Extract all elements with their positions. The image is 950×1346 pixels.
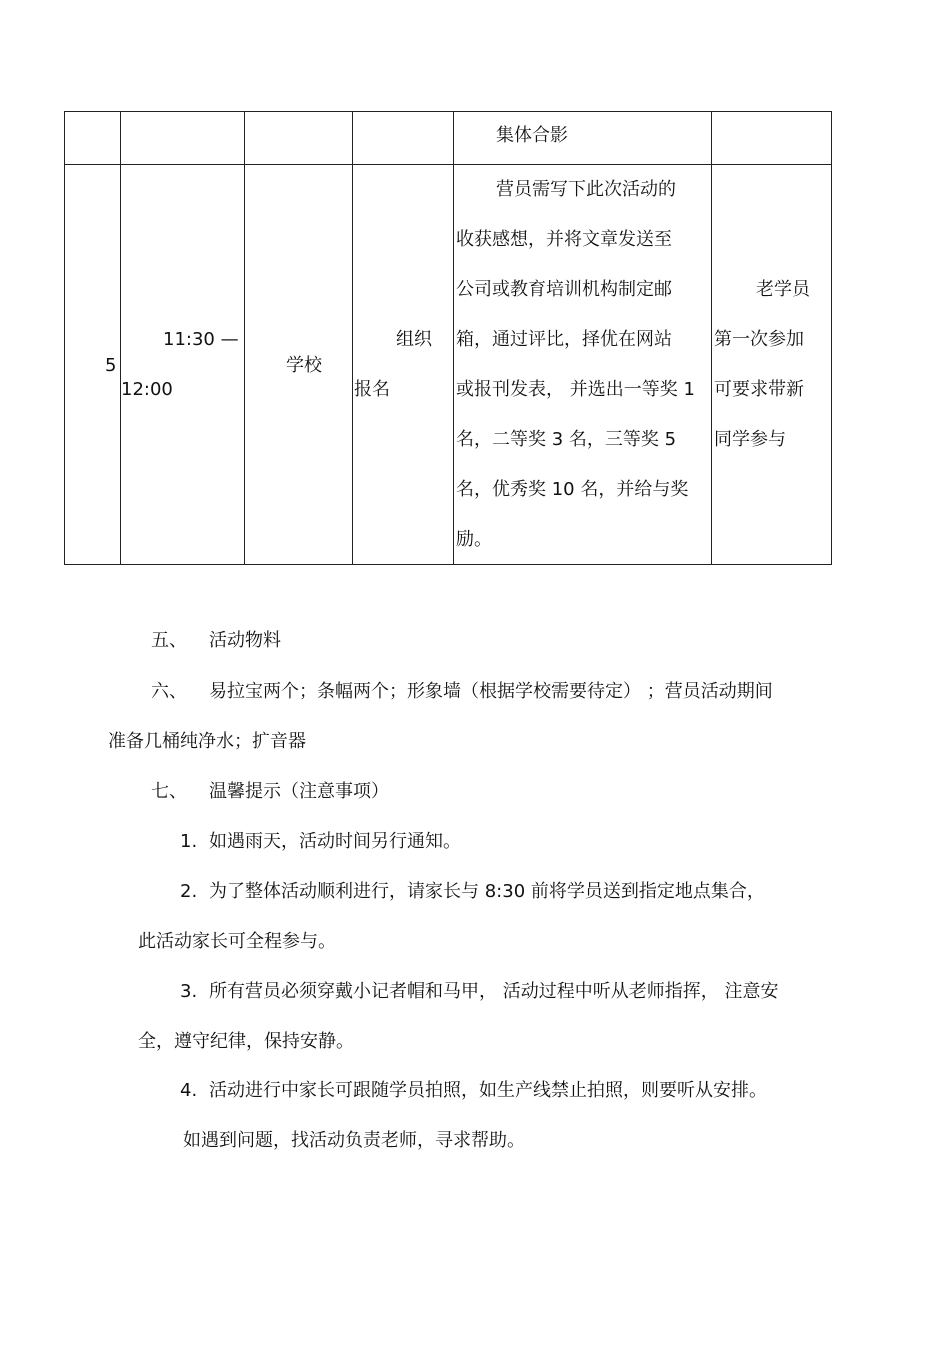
note-line: 第一次参加 bbox=[714, 329, 804, 350]
table-cell-organize: 组织 bbox=[396, 329, 432, 350]
table-col-divider bbox=[711, 111, 712, 565]
table-cell-content-description bbox=[456, 179, 710, 559]
table-col-divider bbox=[453, 111, 454, 565]
content-line: 公司或教育培训机构制定邮 bbox=[456, 279, 672, 300]
table-col-divider bbox=[120, 111, 121, 565]
tip-text: 为了整体活动顺利进行，请家长与 8:30 前将学员送到指定地点集合， bbox=[209, 881, 765, 902]
table-cell-index: 5 bbox=[105, 355, 117, 376]
section-number: 六、 bbox=[151, 681, 187, 702]
schedule-table bbox=[64, 111, 832, 565]
tip-text: 活动进行中家长可跟随学员拍照，如生产线禁止拍照，则要听从安排。 bbox=[209, 1080, 767, 1101]
note-line: 可要求带新 bbox=[714, 379, 804, 400]
content-line: 箱，通过评比，择优在网站 bbox=[456, 329, 672, 350]
section-number: 五、 bbox=[151, 630, 187, 651]
table-border-right bbox=[831, 111, 832, 565]
section-text-continued: 准备几桶纯净水；扩音器 bbox=[108, 731, 306, 752]
content-line: 收获感想，并将文章发送至 bbox=[456, 229, 672, 250]
tip-text: 所有营员必须穿戴小记者帽和马甲， 活动过程中听从老师指挥， 注意安 bbox=[209, 981, 779, 1002]
section-number: 七、 bbox=[151, 781, 187, 802]
note-line: 同学参与 bbox=[714, 429, 786, 450]
table-border-bottom bbox=[64, 564, 832, 565]
content-line: 或报刊发表， 并选出一等奖 1 bbox=[456, 379, 695, 400]
table-border-left bbox=[64, 111, 65, 565]
content-line: 名，二等奖 3 名，三等奖 5 bbox=[456, 429, 677, 450]
table-cell-register: 报名 bbox=[354, 379, 390, 400]
note-line: 老学员 bbox=[756, 279, 810, 300]
table-border-top bbox=[64, 111, 832, 112]
tip-number: 1. bbox=[180, 831, 198, 852]
tip-text-continued: 全，遵守纪律，保持安静。 bbox=[138, 1031, 354, 1052]
closing-text: 如遇到问题，找活动负责老师，寻求帮助。 bbox=[183, 1130, 525, 1151]
table-cell-content: 集体合影 bbox=[496, 125, 568, 146]
table-cell-location: 学校 bbox=[286, 355, 322, 376]
tip-number: 3. bbox=[180, 981, 198, 1002]
tip-number: 2. bbox=[180, 881, 198, 902]
section-title-materials: 活动物料 bbox=[209, 630, 281, 651]
table-col-divider bbox=[352, 111, 353, 565]
table-cell-time-end: 12:00 bbox=[121, 379, 173, 400]
section-text: 易拉宝两个；条幅两个；形象墙（根据学校需要待定） ；营员活动期间 bbox=[209, 681, 773, 702]
table-col-divider bbox=[244, 111, 245, 565]
section-title-tips: 温馨提示（注意事项） bbox=[209, 781, 389, 802]
table-cell-time-start: 11:30 — bbox=[163, 329, 239, 350]
table-cell-note bbox=[714, 279, 830, 459]
tip-text: 如遇雨天，活动时间另行通知。 bbox=[209, 831, 461, 852]
content-line: 营员需写下此次活动的 bbox=[496, 179, 676, 200]
tip-text-continued: 此活动家长可全程参与。 bbox=[138, 931, 336, 952]
table-row-divider bbox=[64, 164, 832, 165]
content-line: 名，优秀奖 10 名，并给与奖 bbox=[456, 479, 689, 500]
tip-number: 4. bbox=[180, 1080, 198, 1101]
content-line: 励。 bbox=[456, 529, 492, 550]
